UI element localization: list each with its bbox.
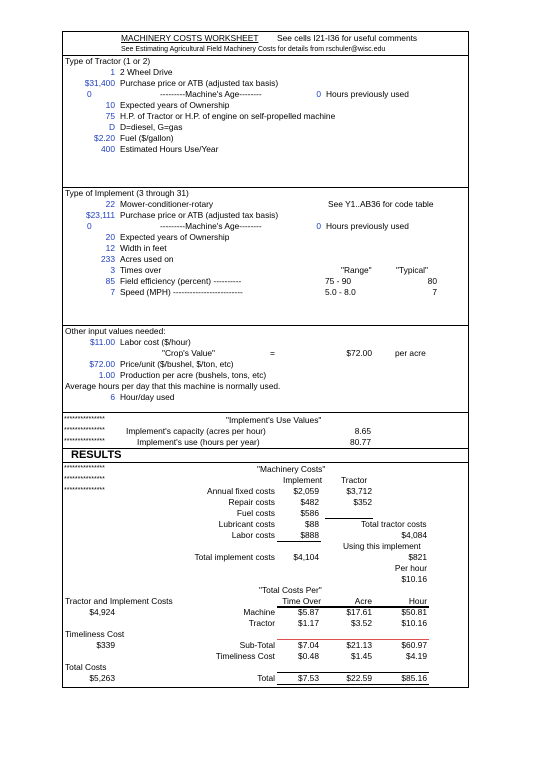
tractor-fuel-price-input[interactable]: $2.20 [94,133,115,143]
col-implement-header: Implement [283,475,323,485]
labor-cost-desc: Labor cost ($/hour) [120,337,191,347]
repair-implement: $482 [300,497,319,507]
tractor-fuel-type-input[interactable]: D [108,122,115,132]
divider [63,448,468,449]
annual-fixed-tractor: $3,712 [346,486,372,496]
implement-years-desc: Expected years of Ownership [120,232,230,242]
stars-marker: *************** [64,438,105,445]
efficiency-typical: 80 [427,276,437,286]
implement-speed-input[interactable]: 7 [110,287,115,297]
range-header: "Range" [341,265,372,275]
tractor-fuel-price-desc: Fuel ($/gallon) [120,133,174,143]
hour-day-input[interactable]: 6 [110,392,115,402]
col-time-over-header: Time Over [282,596,321,606]
timeliness-hour: $4.19 [406,651,427,661]
col-tractor-header: Tractor [341,475,368,485]
tractor-est-hours-input[interactable]: 400 [101,144,115,154]
tractor-age-desc: ---------Machine's Age-------- [160,89,262,99]
subtotal-time-over: $7.04 [298,640,319,650]
tractor-years-input[interactable]: 10 [105,100,115,110]
implement-age-input[interactable]: 0 [87,221,92,231]
col-acre-header: Acre [354,596,372,606]
subtotal-hour: $60.97 [401,640,427,650]
capacity-value: 8.65 [354,426,371,436]
labor-cost-input[interactable]: $11.00 [90,337,115,347]
crops-value-amount: $72.00 [346,348,372,358]
other-section-label: Other input values needed: [65,326,166,336]
tractor-hour: $10.16 [401,618,427,628]
implement-hours-prev-desc: Hours previously used [326,221,409,231]
tractor-type-desc: 2 Wheel Drive [120,67,173,77]
see-cells-note: See cells I21-I36 for useful comments [277,33,418,43]
machine-acre: $17.61 [346,607,372,617]
fuel-implement: $586 [300,508,319,518]
use-label: Implement's use (hours per year) [137,437,260,447]
machine-time-over: $5.87 [298,607,319,617]
tractor-hp-input[interactable]: 75 [105,111,115,121]
implement-acres-input[interactable]: 233 [101,254,115,264]
implement-efficiency-desc: Field efficiency (percent) ---------- [120,276,242,286]
implement-speed-desc: Speed (MPH) ------------------------- [120,287,243,297]
stars-marker: *************** [64,487,105,494]
per-hour-label: Per hour [394,563,427,573]
production-input[interactable]: 1.00 [98,370,115,380]
stars-marker: *************** [64,476,105,483]
capacity-label: Implement's capacity (acres per hour) [126,426,266,436]
crops-value-label: "Crop's Value" [162,348,216,358]
total-time-over: $7.53 [298,673,319,683]
timeliness-acre: $1.45 [351,651,372,661]
divider [63,412,468,413]
crops-value-unit: per acre [395,348,426,358]
timeliness-time-over: $0.48 [298,651,319,661]
see-publication-note: See Estimating Agricultural Field Machinery Costs for details from rschuler@wisc.edu [121,46,386,53]
results-heading: RESULTS [71,449,122,461]
implement-total-rule [277,541,321,542]
total-costs-per-title: "Total Costs Per" [259,585,322,595]
total-costs-value: $5,263 [89,673,115,683]
subtotal-acre: $21.13 [346,640,372,650]
use-value: 80.77 [350,437,371,447]
stars-marker: *************** [64,416,105,423]
tractor-implement-costs-label: Tractor and Implement Costs [65,596,173,606]
machine-label: Machine [243,607,275,617]
implement-years-input[interactable]: 20 [105,232,115,242]
per-hour-value: $10.16 [401,574,427,584]
total-acre: $22.59 [346,673,372,683]
price-unit-desc: Price/unit ($/bushel, $/ton, etc) [120,359,234,369]
price-unit-input[interactable]: $72.00 [89,359,115,369]
tractor-years-desc: Expected years of Ownership [120,100,230,110]
code-table-note: See Y1..AB36 for code table [328,199,434,209]
fuel-costs-label: Fuel costs [236,508,275,518]
speed-typical: 7 [432,287,437,297]
tractor-age-input[interactable]: 0 [87,89,92,99]
machine-hour: $50.81 [401,607,427,617]
implement-age-desc: ---------Machine's Age-------- [160,221,262,231]
worksheet-title: MACHINERY COSTS WORKSHEET [121,33,259,43]
using-implement-label: Using this implement [343,541,421,551]
crops-value-equals: = [270,348,275,358]
typical-header: "Typical" [396,265,429,275]
implement-type-input[interactable]: 22 [105,199,115,209]
col-hour-header: Hour [408,596,427,606]
implement-efficiency-input[interactable]: 85 [105,276,115,286]
implement-price-input[interactable]: $23,111 [85,210,115,220]
stars-marker: *************** [64,427,105,434]
timeliness-cost-value: $339 [96,640,115,650]
implement-width-input[interactable]: 12 [105,243,115,253]
tractor-hours-prev-input[interactable]: 0 [316,89,321,99]
tractor-type-input[interactable]: 1 [110,67,115,77]
labor-implement: $888 [300,530,319,540]
implement-section-label: Type of Implement (3 through 31) [65,188,189,198]
annual-fixed-implement: $2,059 [293,486,319,496]
tractor-hours-prev-desc: Hours previously used [326,89,409,99]
implement-times-desc: Times over [120,265,162,275]
labor-costs-label: Labor costs [231,530,275,540]
stars-marker: *************** [64,465,105,472]
divider [63,462,468,463]
efficiency-range: 75 - 90 [325,276,352,286]
tractor-price-desc: Purchase price or ATB (adjusted tax basis) [120,78,279,88]
tractor-section-label: Type of Tractor (1 or 2) [65,56,151,66]
speed-range: 5.0 - 8.0 [325,287,356,297]
implement-type-desc: Mower-conditioner-rotary [120,199,214,209]
total-costs-label: Total Costs [65,662,107,672]
implement-hours-prev-input[interactable]: 0 [316,221,321,231]
use-values-title: "Implement's Use Values" [226,415,322,425]
implement-width-desc: Width in feet [120,243,167,253]
tractor-implement-costs-value: $4,924 [89,607,115,617]
avg-hours-desc: Average hours per day that this machine is normally used. [65,381,281,391]
timeliness-cost-label: Timeliness Cost [65,629,125,639]
tractor-row-label: Tractor [248,618,275,628]
total-label: Total [257,673,275,683]
machinery-costs-title: "Machinery Costs" [257,464,326,474]
tractor-using-implement-value: $821 [408,552,427,562]
subtotal-label: Sub-Total [239,640,275,650]
worksheet [62,31,469,688]
total-hour: $85.16 [401,673,427,683]
lubricant-costs-label: Lubricant costs [218,519,275,529]
lubricant-implement: $88 [305,519,319,529]
tractor-hp-desc: H.P. of Tractor or H.P. of engine on self-propelled machine [120,111,336,121]
implement-times-input[interactable]: 3 [110,265,115,275]
production-desc: Production per acre (bushels, tons, etc) [120,370,267,380]
tractor-time-over: $1.17 [298,618,319,628]
implement-acres-desc: Acres used on [120,254,174,264]
total-tractor-costs-label: Total tractor costs [361,519,427,529]
total-implement-costs-label: Total implement costs [194,552,275,562]
repair-costs-label: Repair costs [228,497,275,507]
total-implement-costs-value: $4,104 [293,552,319,562]
total-bottom-rule [277,684,429,685]
repair-tractor: $352 [353,497,372,507]
tractor-est-hours-desc: Estimated Hours Use/Year [120,144,219,154]
tractor-fuel-type-desc: D=diesel, G=gas [120,122,183,132]
annual-fixed-label: Annual fixed costs [207,486,275,496]
implement-price-desc: Purchase price or ATB (adjusted tax basis) [120,210,279,220]
hour-day-desc: Hour/day used [120,392,175,402]
timeliness-row-label: Timeliness Cost [215,651,275,661]
tractor-price-input[interactable]: $31,400 [84,78,115,88]
total-tractor-costs-value: $4,084 [401,530,427,540]
tractor-acre: $3.52 [351,618,372,628]
